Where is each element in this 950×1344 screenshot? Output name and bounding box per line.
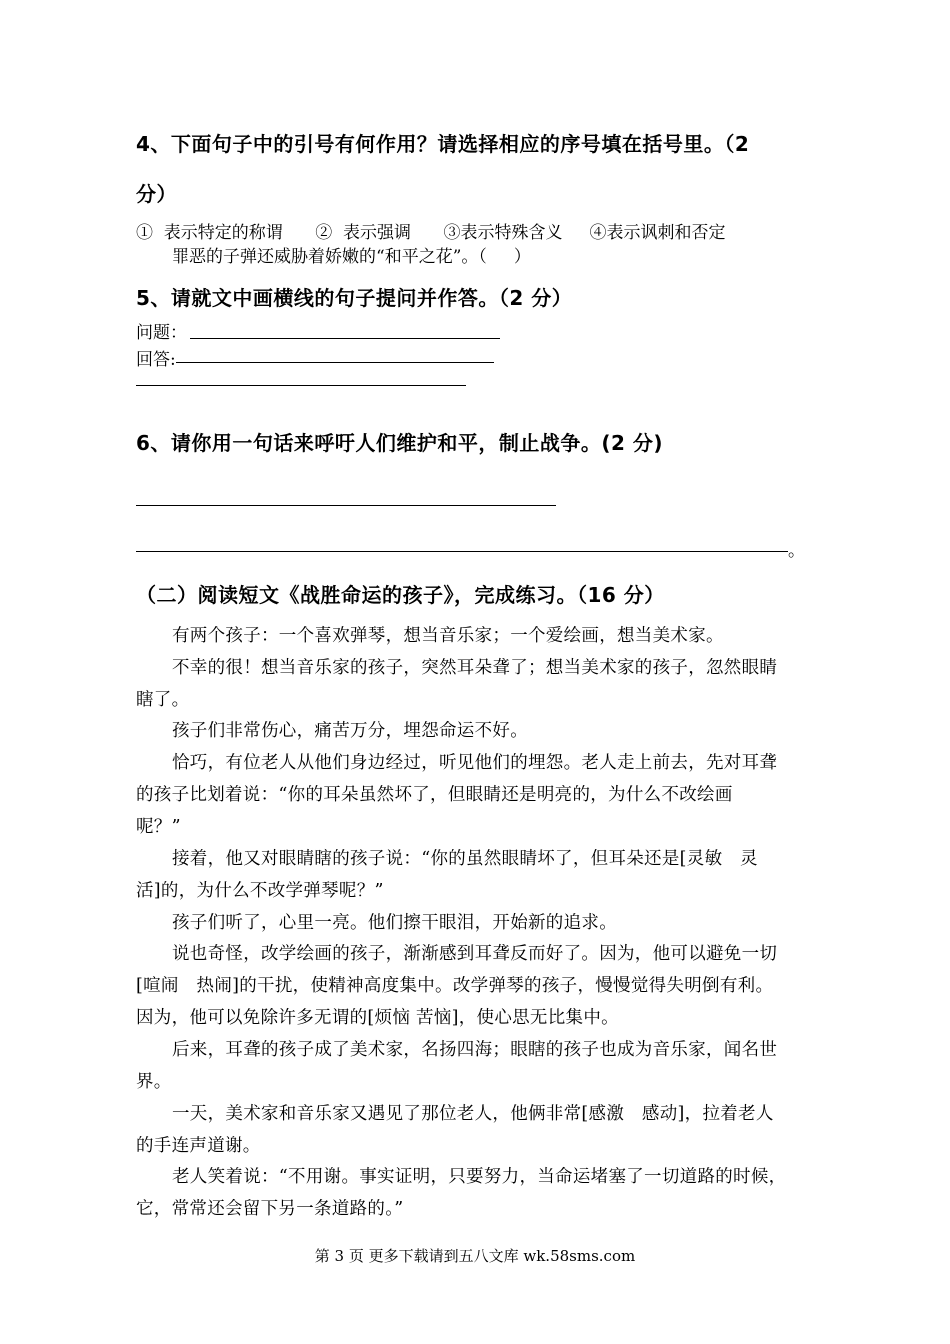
q6-answer-line-2[interactable] [136,551,788,552]
q5-answer-label: 回答: [136,350,176,370]
passage-line: 后来，耳聋的孩子成了美术家，名扬四海；眼瞎的孩子也成为音乐家，闻名世 [172,1040,778,1060]
passage-line: 孩子们非常伤心，痛苦万分，埋怨命运不好。 [172,721,528,741]
q4-title-line2: 分） [136,182,177,206]
q5-question-answer-line[interactable] [190,338,500,339]
passage-line: 的孩子比划着说：“你的耳朵虽然坏了，但眼睛还是明亮的，为什么不改绘画 [136,785,733,805]
q6-title: 6、请你用一句话来呼吁人们维护和平，制止战争。(2 分) [136,431,664,455]
passage-line: 一天，美术家和音乐家又遇见了那位老人，他俩非常[感激 感动]，拉着老人 [172,1104,774,1124]
passage-line: 它，常常还会留下另一条道路的。” [136,1199,404,1219]
passage-line: 不幸的很！想当音乐家的孩子，突然耳朵聋了；想当美术家的孩子，忽然眼睛 [172,658,778,678]
passage-line: 接着，他又对眼睛瞎的孩子说：“你的虽然眼睛坏了，但耳朵还是[灵敏 灵 [172,849,758,869]
passage-line: 说也奇怪，改学绘画的孩子，渐渐感到耳聋反而好了。因为，他可以避免一切 [172,944,778,964]
q5-answer-line-2[interactable] [136,385,466,386]
q4-title-line1: 4、下面句子中的引号有何作用？请选择相应的序号填在括号里。（2 [136,132,750,156]
passage-line: 因为，他可以免除许多无谓的[烦恼 苦恼]，使心思无比集中。 [136,1008,619,1028]
passage-line: [喧闹 热闹]的干扰，使精神高度集中。改学弹琴的孩子，慢慢觉得失明倒有利。 [136,976,774,996]
q4-options: ① 表示特定的称谓 ② 表示强调 ③表示特殊含义 ④表示讽刺和否定 [136,223,726,243]
q5-question-label: 问题： [136,323,187,343]
passage-line: 活]的，为什么不改学弹琴呢？” [136,881,384,901]
q5-answer-line-1[interactable] [176,362,494,363]
q5-title: 5、请就文中画横线的句子提问并作答。（2 分） [136,286,573,310]
passage-line: 老人笑着说：“不用谢。事实证明，只要努力，当命运堵塞了一切道路的时候， [172,1167,787,1187]
page-footer: 第 3 页 更多下载请到五八文库 wk.58sms.com [314,1247,636,1265]
q4-sentence: 罪恶的子弹还威胁着娇嫩的“和平之花”。（ ） [172,247,531,267]
section2-title: （二）阅读短文《战胜命运的孩子》，完成练习。（16 分） [136,583,665,607]
q6-end-mark: 。 [788,541,805,561]
passage-line: 呢？” [136,817,181,837]
passage-line: 有两个孩子：一个喜欢弹琴，想当音乐家；一个爱绘画，想当美术家。 [172,626,724,646]
passage-line: 界。 [136,1072,172,1092]
q6-answer-line-1[interactable] [136,505,556,506]
passage-line: 的手连声道谢。 [136,1136,261,1156]
passage-line: 孩子们听了，心里一亮。他们擦干眼泪，开始新的追求。 [172,913,617,933]
passage-line: 瞎了。 [136,690,190,710]
passage-line: 恰巧，有位老人从他们身边经过，听见他们的埋怨。老人走上前去，先对耳聋 [172,753,778,773]
